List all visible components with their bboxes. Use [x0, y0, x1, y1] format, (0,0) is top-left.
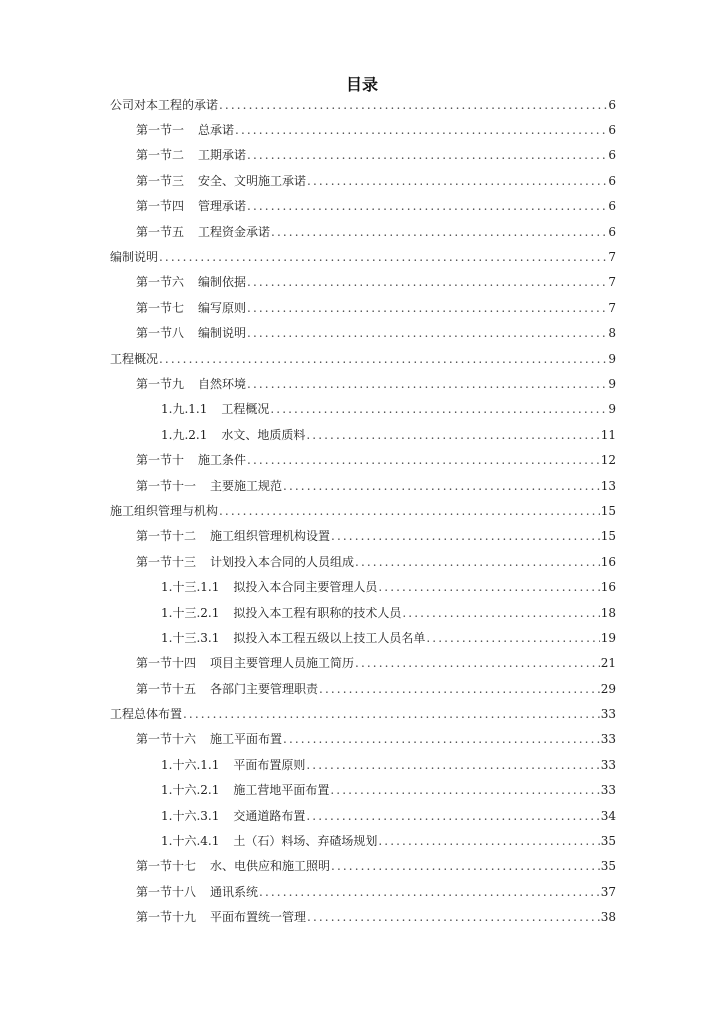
toc-entry[interactable] [110, 574, 616, 599]
dot-leader [247, 451, 600, 469]
dot-leader [426, 629, 599, 647]
toc-entry-title: 施工条件 [198, 453, 247, 468]
dot-leader [247, 197, 607, 215]
toc-entry[interactable] [110, 447, 616, 472]
dot-leader [355, 654, 600, 672]
toc-entry-title: 编制依据 [198, 275, 247, 290]
toc-entry-number: 第一节十二 [136, 529, 197, 544]
toc-entry-number: 1.十六.3.1 [161, 808, 220, 823]
table-of-contents [110, 92, 616, 930]
toc-entry[interactable] [110, 92, 616, 117]
toc-entry-title: 工程总体布置 [110, 707, 183, 722]
toc-entry-title: 施工组织管理与机构 [110, 503, 219, 518]
toc-entry-title: 主要施工规范 [210, 478, 283, 493]
toc-entry-number: 第一节十六 [136, 732, 197, 747]
toc-entry-number: 第一节十八 [136, 884, 197, 899]
toc-entry-page: 33 [600, 732, 616, 747]
toc-entry-title: 计划投入本合同的人员组成 [210, 554, 355, 569]
toc-entry-page: 34 [600, 808, 616, 823]
toc-entry-page: 33 [600, 707, 616, 722]
dot-leader [247, 375, 607, 393]
toc-entry-page: 9 [608, 376, 616, 391]
toc-entry-title: 土（石）料场、弃碴场规划 [233, 834, 378, 849]
toc-entry-page: 18 [600, 605, 616, 620]
toc-entry-number: 第一节七 [136, 300, 185, 315]
toc-entry[interactable] [110, 270, 616, 295]
toc-entry[interactable] [110, 549, 616, 574]
toc-entry-number: 第一节十一 [136, 478, 197, 493]
toc-entry-title: 安全、文明施工承诺 [198, 173, 307, 188]
dot-leader [159, 248, 607, 266]
toc-entry-number: 第一节一 [136, 123, 185, 138]
dot-leader [270, 400, 607, 418]
toc-entry-title: 通讯系统 [210, 884, 259, 899]
dot-leader [306, 807, 599, 825]
toc-entry-number: 1.十三.2.1 [161, 605, 220, 620]
toc-entry-title: 总承诺 [198, 123, 235, 138]
dot-leader [159, 350, 607, 368]
toc-entry-page: 33 [600, 783, 616, 798]
toc-entry-page: 7 [608, 275, 616, 290]
dot-leader [306, 426, 599, 444]
dot-leader [247, 273, 607, 291]
toc-entry-title: 施工平面布置 [210, 732, 283, 747]
dot-leader [319, 680, 600, 698]
toc-entry-title: 平面布置统一管理 [210, 910, 307, 925]
toc-entry-page: 16 [600, 580, 616, 595]
dot-leader [402, 604, 599, 622]
toc-entry-title: 水文、地质质料 [221, 427, 306, 442]
dot-leader [247, 299, 607, 317]
toc-entry-title: 各部门主要管理职责 [210, 681, 319, 696]
toc-entry-number: 1.十六.1.1 [161, 757, 220, 772]
toc-entry[interactable] [110, 905, 616, 930]
toc-entry-page: 13 [600, 478, 616, 493]
dot-leader [219, 96, 607, 114]
toc-entry-page: 9 [608, 351, 616, 366]
toc-entry-title: 平面布置原则 [233, 757, 306, 772]
toc-entry[interactable] [110, 651, 616, 676]
toc-entry-page: 7 [608, 300, 616, 315]
toc-entry-page: 15 [600, 503, 616, 518]
toc-entry-page: 29 [600, 681, 616, 696]
toc-title: 目录 [345, 75, 378, 94]
toc-entry-number: 第一节六 [136, 275, 185, 290]
toc-entry-page: 37 [600, 884, 616, 899]
toc-entry-title: 自然环境 [198, 376, 247, 391]
toc-entry-title: 施工组织管理机构设置 [210, 529, 331, 544]
dot-leader [331, 857, 600, 875]
toc-entry-page: 6 [608, 224, 616, 239]
toc-entry-page: 38 [600, 910, 616, 925]
toc-entry-title: 公司对本工程的承诺 [110, 97, 219, 112]
toc-entry-page: 6 [608, 97, 616, 112]
toc-entry[interactable] [110, 828, 616, 853]
toc-entry-page: 8 [608, 326, 616, 341]
toc-entry-title: 编制说明 [110, 250, 159, 265]
dot-leader [378, 578, 599, 596]
toc-entry-number: 第一节十九 [136, 910, 197, 925]
dot-leader [307, 908, 600, 926]
toc-entry[interactable] [110, 625, 616, 650]
toc-entry[interactable] [110, 524, 616, 549]
toc-entry-number: 1.九.1.1 [161, 402, 208, 417]
toc-entry-title: 编制说明 [198, 326, 247, 341]
dot-leader [307, 172, 607, 190]
toc-entry[interactable] [110, 498, 616, 523]
dot-leader [330, 781, 599, 799]
toc-entry-page: 33 [600, 757, 616, 772]
toc-entry-title: 工期承诺 [198, 148, 247, 163]
toc-entry-number: 1.十六.2.1 [161, 783, 220, 798]
dot-leader [283, 730, 600, 748]
toc-entry-number: 第一节五 [136, 224, 185, 239]
dot-leader [247, 146, 607, 164]
toc-entry[interactable] [110, 701, 616, 726]
toc-entry-page: 11 [600, 427, 616, 442]
toc-entry-number: 第一节二 [136, 148, 185, 163]
toc-entry[interactable] [110, 143, 616, 168]
toc-entry-number: 第一节九 [136, 376, 185, 391]
toc-entry-page: 19 [600, 630, 616, 645]
toc-entry-title: 交通道路布置 [233, 808, 306, 823]
toc-entry-page: 7 [608, 250, 616, 265]
toc-entry[interactable] [110, 117, 616, 142]
toc-entry-title: 工程资金承诺 [198, 224, 271, 239]
toc-entry[interactable] [110, 473, 616, 498]
toc-entry[interactable] [110, 321, 616, 346]
toc-entry-page: 9 [608, 402, 616, 417]
toc-entry-number: 第一节四 [136, 199, 185, 214]
dot-leader [259, 883, 600, 901]
toc-entry-number: 第一节十三 [136, 554, 197, 569]
toc-entry-title: 拟投入本工程五级以上技工人员名单 [233, 630, 426, 645]
toc-entry-page: 6 [608, 123, 616, 138]
toc-entry-number: 1.十六.4.1 [161, 834, 220, 849]
toc-entry-title: 项目主要管理人员施工简历 [210, 656, 355, 671]
dot-leader [183, 705, 600, 723]
toc-entry[interactable] [110, 422, 616, 447]
toc-entry[interactable] [110, 371, 616, 396]
toc-entry-number: 第一节八 [136, 326, 185, 341]
toc-entry[interactable] [110, 397, 616, 422]
toc-entry[interactable] [110, 854, 616, 879]
toc-entry[interactable] [110, 778, 616, 803]
dot-leader [331, 527, 600, 545]
toc-entry-page: 6 [608, 173, 616, 188]
toc-entry-number: 第一节十四 [136, 656, 197, 671]
dot-leader [247, 324, 607, 342]
toc-entry[interactable] [110, 346, 616, 371]
toc-entry-title: 拟投入本工程有职称的技术人员 [233, 605, 402, 620]
toc-entry-page: 6 [608, 199, 616, 214]
dot-leader [219, 502, 600, 520]
toc-entry[interactable] [110, 676, 616, 701]
toc-entry-title: 管理承诺 [198, 199, 247, 214]
toc-entry-page: 12 [600, 453, 616, 468]
toc-entry[interactable] [110, 244, 616, 269]
dot-leader [306, 756, 599, 774]
toc-entry[interactable] [110, 295, 616, 320]
toc-entry-page: 21 [600, 656, 616, 671]
toc-entry-number: 第一节十七 [136, 859, 197, 874]
dot-leader [271, 223, 607, 241]
toc-entry[interactable] [110, 219, 616, 244]
toc-entry-number: 1.十三.1.1 [161, 580, 220, 595]
toc-entry-title: 水、电供应和施工照明 [210, 859, 331, 874]
toc-entry-number: 第一节十 [136, 453, 185, 468]
toc-entry-page: 16 [600, 554, 616, 569]
toc-entry-number: 第一节十五 [136, 681, 197, 696]
dot-leader [378, 832, 599, 850]
toc-entry-page: 6 [608, 148, 616, 163]
toc-entry-title: 施工营地平面布置 [233, 783, 330, 798]
toc-entry[interactable] [110, 879, 616, 904]
dot-leader [355, 553, 600, 571]
toc-entry[interactable] [110, 194, 616, 219]
toc-entry-title: 工程概况 [110, 351, 159, 366]
toc-entry-title: 编写原则 [198, 300, 247, 315]
toc-entry-number: 第一节三 [136, 173, 185, 188]
toc-entry[interactable] [110, 752, 616, 777]
toc-entry[interactable] [110, 727, 616, 752]
toc-entry-title: 拟投入本合同主要管理人员 [233, 580, 378, 595]
toc-entry-page: 35 [600, 859, 616, 874]
toc-entry-title: 工程概况 [221, 402, 270, 417]
toc-entry-page: 35 [600, 834, 616, 849]
toc-entry-number: 1.九.2.1 [161, 427, 208, 442]
toc-entry[interactable] [110, 600, 616, 625]
dot-leader [283, 477, 600, 495]
toc-entry-number: 1.十三.3.1 [161, 630, 220, 645]
dot-leader [235, 121, 607, 139]
toc-entry-page: 15 [600, 529, 616, 544]
toc-entry[interactable] [110, 803, 616, 828]
toc-entry[interactable] [110, 168, 616, 193]
